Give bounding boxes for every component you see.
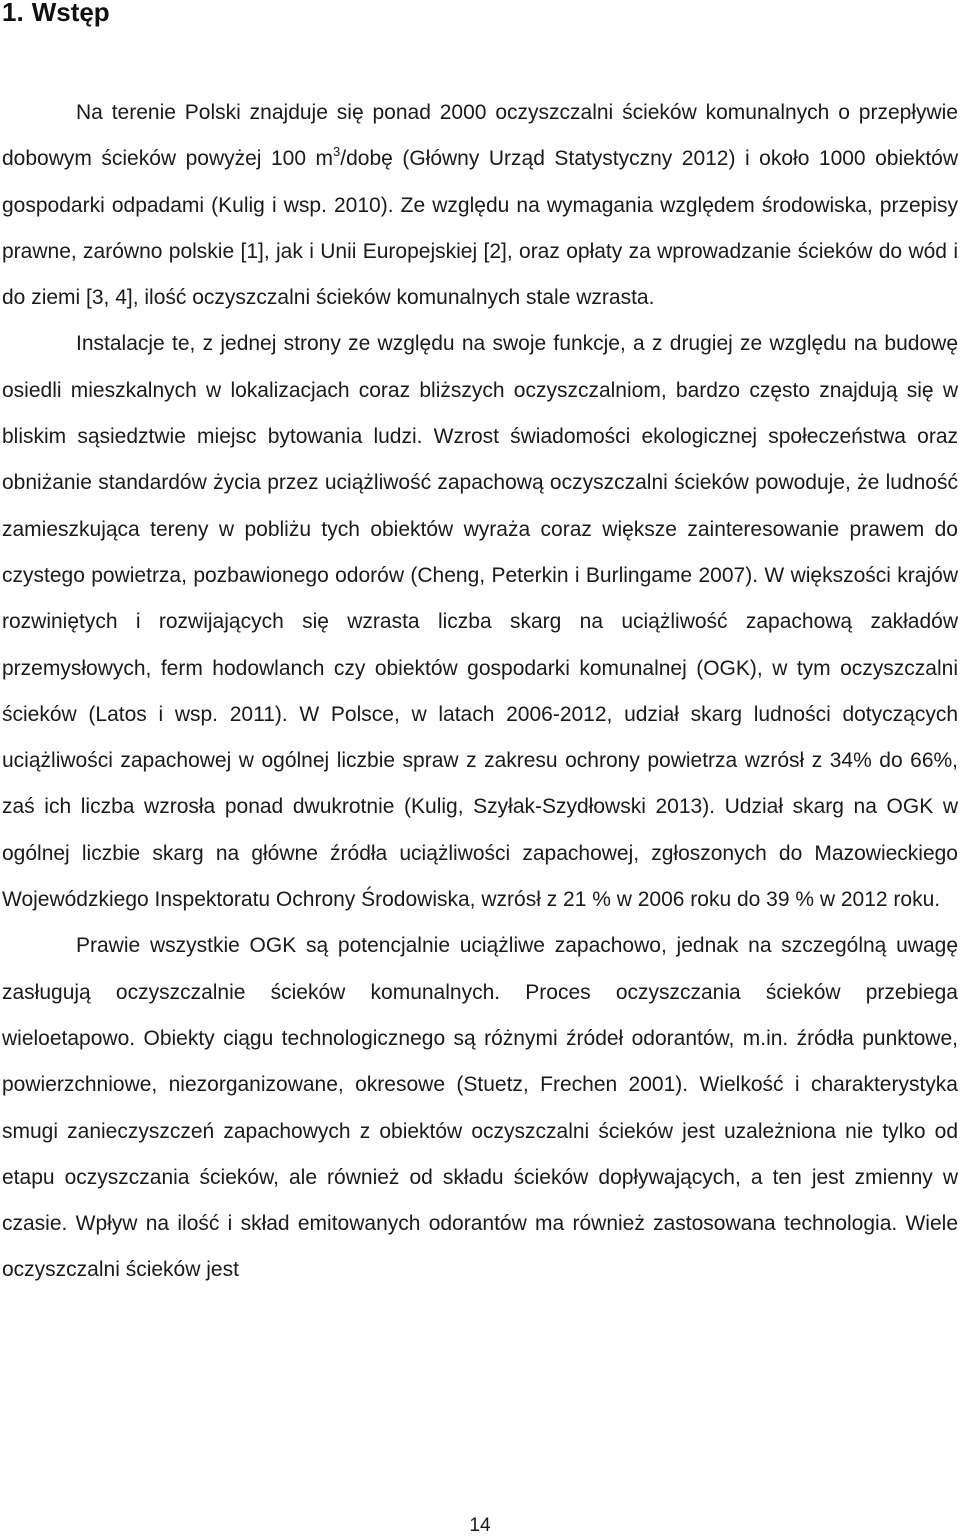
document-body — [2, 90, 958, 1294]
unit-superscript: 3 — [333, 144, 341, 160]
page-number: 14 — [469, 1515, 491, 1536]
section-title: Wstęp — [31, 0, 110, 27]
paragraph-wastewater: Prawie wszystkie OGK są potencjalnie uciążliwe zapachowo, jednak na szczególną uwagę zasługują oczyszczalnie ścieków komunalnych. Proces oczyszczania ścieków przebiega wieloetapowo. Obiekty ciągu technologicznego są różnymi źródeł odorantów, m.in. źródła punktowe, powierzchniowe, niezorganizowane, okresowe (Stuetz, Frechen 2001). Wielkość i charakterystyka smugi zanieczyszczeń zapachowych z obiektów oczyszczalni ścieków jest uzależniona nie tylko od etapu oczyszczania ścieków, ale również od składu ścieków dopływających, a ten jest zmienny w czasie. Wpływ na ilość i skład emitowanych odorantów ma również zastosowana technologia. Wiele oczyszczalni ścieków jest — [2, 934, 958, 1282]
section-number: 1. — [2, 0, 24, 27]
section-heading — [2, 0, 110, 30]
paragraph-intro — [2, 90, 958, 321]
paragraph-intro-part2: /dobę (Główny Urząd Statystyczny 2012) i około 1000 obiektów gospodarki odpadami (Kulig i wsp. 2010). Ze względu na wymagania względem środowiska, przepisy prawne, zarówno polskie [1], jak i Unii Europejskiej [2], oraz opłaty za wprowadzanie ścieków do wód i do ziemi [3, 4], ilość oczyszczalni ścieków komunalnych stale wzrasta. — [2, 147, 959, 310]
paragraph-intro-part1: Na terenie Polski znajduje się ponad 2000 oczyszczalni ścieków komunalnych o przepływie dobowym ścieków powyżej 100 m — [2, 101, 958, 171]
paragraph-complaints: Instalacje te, z jednej strony ze względu na swoje funkcje, a z drugiej ze względu na budowę osiedli mieszkalnych w lokalizacjach coraz bliższych oczyszczalniom, bardzo często znajdują się w bliskim sąsiedztwie miejsc bytowania ludzi. Wzrost świadomości ekologicznej społeczeństwa oraz obniżanie standardów życia przez uciążliwość zapachową oczyszczalni ścieków powoduje, że ludność zamieszkująca tereny w pobliżu tych obiektów wyraża coraz większe zainteresowanie prawem do czystego powietrza, pozbawionego odorów (Cheng, Peterkin i Burlingame 2007). W większości krajów rozwiniętych i rozwijających się wzrasta liczba skarg na uciążliwość zapachową zakładów przemysłowych, ferm hodowlanch czy obiektów gospodarki komunalnej (OGK), w tym oczyszczalni ścieków (Latos i wsp. 2011). W Polsce, w latach 2006-2012, udział skarg ludności dotyczących uciążliwości zapachowej w ogólnej liczbie spraw z zakresu ochrony powietrza wzrósł z 34% do 66%, zaś ich liczba wzrosła ponad dwukrotnie (Kulig, Szyłak-Szydłowski 2013). Udział skarg na OGK w ogólnej liczbie skarg na główne źródła uciążliwości zapachowej, zgłoszonych do Mazowieckiego Wojewódzkiego Inspektoratu Ochrony Środowiska, wzrósł z 21 % w 2006 roku do 39 % w 2012 roku. — [2, 332, 958, 912]
